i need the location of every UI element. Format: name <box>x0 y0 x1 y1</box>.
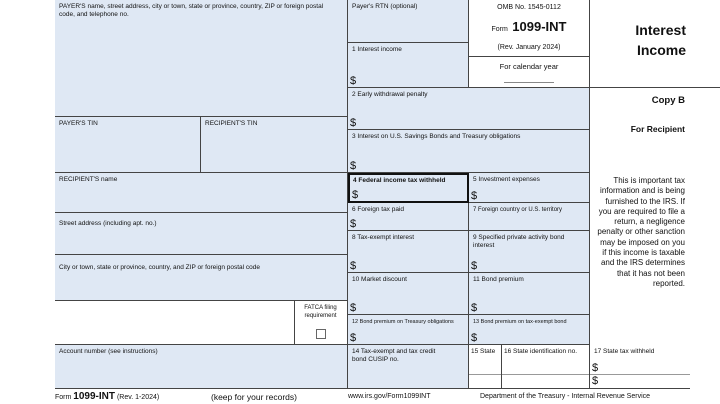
recipient-tin-box[interactable] <box>201 117 348 173</box>
recipient-name-label: RECIPIENT'S name <box>59 176 118 183</box>
box-11-label: 11 Bond premium <box>473 276 524 283</box>
box-3[interactable] <box>348 130 590 173</box>
footer-form <box>55 391 159 402</box>
fatca-box[interactable] <box>295 301 348 345</box>
box-17-dollar-1: $ <box>592 362 599 374</box>
box-1[interactable] <box>348 43 469 88</box>
footer-form-prefix: Form <box>55 394 72 401</box>
payer-name-box[interactable] <box>55 0 348 117</box>
box-1-dollar: $ <box>350 75 357 87</box>
box-14[interactable] <box>348 345 469 389</box>
payer-rtn-label: Payer's RTN (optional) <box>352 3 418 10</box>
box-17[interactable] <box>590 345 690 389</box>
city-state-box[interactable] <box>55 255 348 301</box>
box-11[interactable] <box>469 273 590 315</box>
blank-left-box <box>55 301 295 345</box>
box-17-label: 17 State tax withheld <box>594 348 655 355</box>
account-number-label: Account number (see instructions) <box>59 348 158 355</box>
box-1-label: 1 Interest income <box>352 46 402 53</box>
box-8[interactable] <box>348 231 469 273</box>
box-8-dollar: $ <box>350 260 357 272</box>
footer-rev: (Rev. 1-2024) <box>116 394 160 401</box>
box-5-dollar: $ <box>471 190 478 202</box>
box-13[interactable] <box>469 315 590 345</box>
omb-form-prefix: Form <box>491 26 508 33</box>
title-interest: Interest <box>635 22 686 38</box>
box-10[interactable] <box>348 273 469 315</box>
box-11-dollar: $ <box>471 302 478 314</box>
box-15[interactable] <box>469 345 502 389</box>
box-12[interactable] <box>348 315 469 345</box>
box-9-label: 9 Specified private activity bond interest <box>473 234 565 249</box>
title-income: Income <box>636 42 686 58</box>
box-5-label: 5 Investment expenses <box>473 176 540 183</box>
payer-name-label: PAYER'S name, street address, city or town, state or province, country, ZIP or foreign postal code, and telephone no. <box>59 3 324 18</box>
box-6-label: 6 Foreign tax paid <box>352 206 405 213</box>
box-7-label: 7 Foreign country or U.S. territory <box>473 207 563 213</box>
payer-tin-label: PAYER'S TIN <box>59 120 98 127</box>
box-5[interactable] <box>469 173 590 203</box>
recipient-name-box[interactable] <box>55 173 348 213</box>
payer-tin-box[interactable] <box>55 117 201 173</box>
box-4[interactable] <box>348 173 469 203</box>
street-address-box[interactable] <box>55 213 348 255</box>
box-2-dollar: $ <box>350 117 357 129</box>
copy-b-label: Copy B <box>651 95 685 106</box>
box-6-dollar: $ <box>350 218 357 230</box>
box-10-dollar: $ <box>350 302 357 314</box>
recipient-tin-label: RECIPIENT'S TIN <box>205 120 258 127</box>
box-10-label: 10 Market discount <box>352 276 407 283</box>
box-15-label: 15 State <box>471 348 496 355</box>
calendar-year-label: For calendar year <box>499 62 559 71</box>
footer-url: www.irs.gov/Form1099INT <box>348 393 431 400</box>
omb-number: OMB No. 1545-0112 <box>497 4 561 11</box>
notice-text: This is important tax information and is being furnished to the IRS. If you are required to file a return, a negligence penalty or other sanction may be imposed on you if this income is taxable and the IRS determines that it has not been reported. <box>597 176 685 288</box>
box-12-label: 12 Bond premium on Treasury obligations <box>352 319 454 325</box>
box-3-label: 3 Interest on U.S. Savings Bonds and Treasury obligations <box>352 133 521 140</box>
omb-form-name: 1099-INT <box>512 19 567 34</box>
title-block <box>590 0 720 88</box>
city-state-label: City or town, state or province, country, and ZIP or foreign postal code <box>59 264 260 271</box>
box-13-label: 13 Bond premium on tax-exempt bond <box>473 319 567 325</box>
for-recipient-label: For Recipient <box>630 124 685 134</box>
box-13-dollar: $ <box>471 332 478 344</box>
fatca-checkbox[interactable] <box>316 329 326 339</box>
box-7[interactable] <box>469 203 590 231</box>
box-4-label: 4 Federal income tax withheld <box>353 177 446 184</box>
box-9-dollar: $ <box>471 260 478 272</box>
box-17-dollar-2: $ <box>592 375 599 387</box>
footer-form-name: 1099-INT <box>73 391 115 402</box>
omb-revision: (Rev. January 2024) <box>497 44 561 51</box>
box-3-dollar: $ <box>350 160 357 172</box>
box-8-label: 8 Tax-exempt interest <box>352 234 415 241</box>
box-9[interactable] <box>469 231 590 273</box>
box-12-dollar: $ <box>350 332 357 344</box>
box-16-label: 16 State identification no. <box>504 348 577 355</box>
box-14-label: 14 Tax-exempt and tax credit bond CUSIP no. <box>352 348 436 363</box>
account-number-box[interactable] <box>55 345 348 389</box>
fatca-label: FATCA filing requirement <box>304 305 337 319</box>
payer-rtn-box[interactable] <box>348 0 469 43</box>
omb-block <box>469 0 590 88</box>
box-2[interactable] <box>348 88 590 130</box>
street-address-label: Street address (including apt. no.) <box>59 220 157 227</box>
box-16[interactable] <box>502 345 590 389</box>
box-2-label: 2 Early withdrawal penalty <box>352 91 428 98</box>
footer-dept: Department of the Treasury - Internal Revenue Service <box>480 393 651 400</box>
box-4-dollar: $ <box>352 189 359 201</box>
footer-keep: (keep for your records) <box>211 392 297 402</box>
box-6[interactable] <box>348 203 469 231</box>
